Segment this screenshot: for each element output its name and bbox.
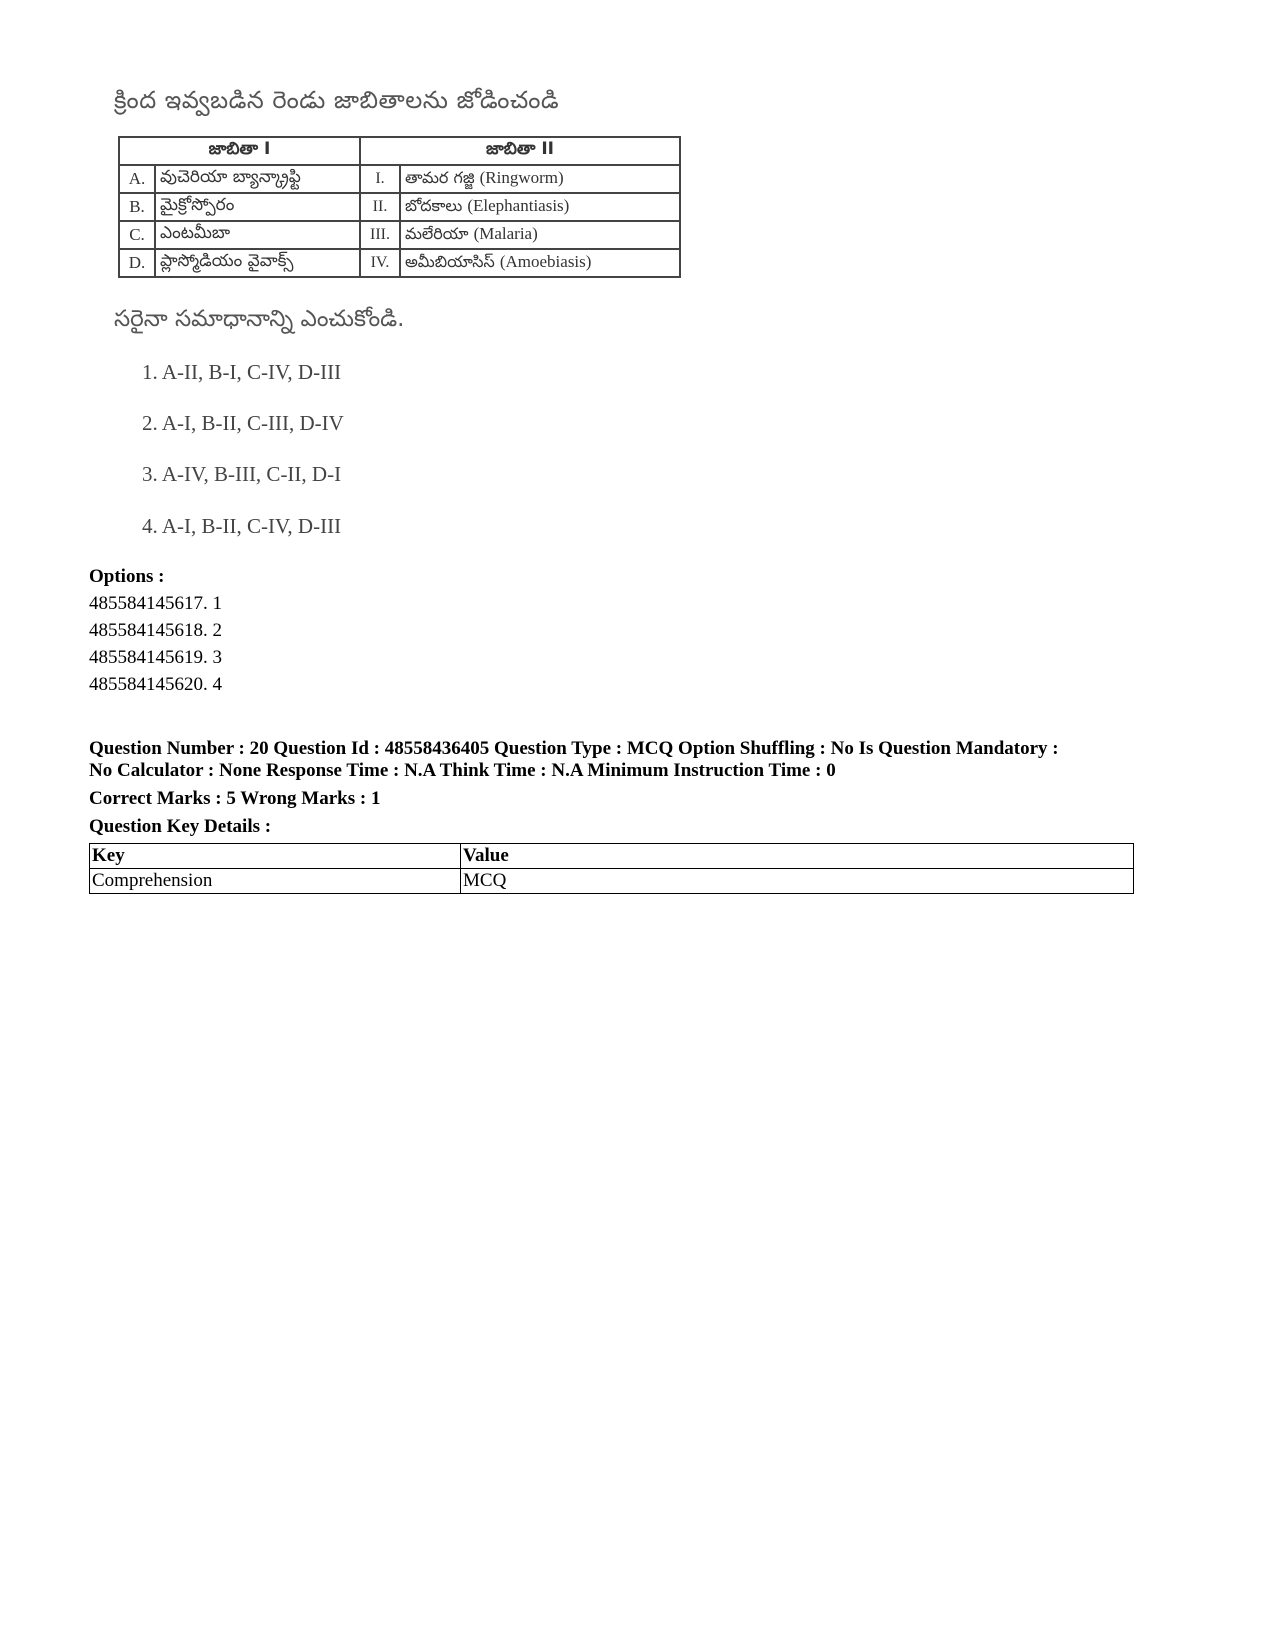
row-label: D.: [119, 249, 155, 277]
row-numeral: III.: [360, 221, 400, 249]
list-2-header: జాబితా II: [360, 137, 680, 165]
row-numeral: I.: [360, 165, 400, 193]
question-meta-line-1: Question Number : 20 Question Id : 48558436405 Question Type : MCQ Option Shuffling : No Is Question Mandatory :: [89, 738, 1059, 759]
list-2-item-english: (Malaria): [473, 223, 538, 243]
row-numeral: IV.: [360, 249, 400, 277]
question-image: [110, 80, 730, 580]
list-2-item-english: (Elephantiasis): [467, 195, 570, 215]
row-label: B.: [119, 193, 155, 221]
value-cell: MCQ: [461, 869, 1134, 894]
answer-choice: 3. A-IV, B-III, C-II, D-I: [142, 462, 342, 486]
list-2-item-telugu: అమీబియాసిస్: [405, 251, 495, 271]
row-numeral: II.: [360, 193, 400, 221]
row-label: C.: [119, 221, 155, 249]
table-row: [90, 869, 1134, 894]
answer-choice: 1. A-II, B-I, C-IV, D-III: [142, 360, 342, 384]
options-heading: Options :: [89, 566, 165, 587]
match-instruction: క్రింద ఇవ్వబడిన రెండు జాబితాలను జోడించండి: [114, 86, 560, 114]
list-1-item: ప్లాస్మోడియం వైవాక్స్: [155, 249, 360, 277]
list-2-item: [400, 193, 680, 221]
key-cell: Comprehension: [90, 869, 461, 894]
key-details-heading: Question Key Details :: [89, 816, 272, 837]
table-header-row: [90, 844, 1134, 869]
match-row: [119, 221, 680, 249]
key-column-header: Key: [90, 844, 461, 869]
list-1-item: వుచెరియా బ్యాన్క్రాఫ్టి: [155, 165, 360, 193]
value-column-header: Value: [461, 844, 1134, 869]
match-table: [118, 136, 681, 278]
row-label: A.: [119, 165, 155, 193]
match-row: [119, 249, 680, 277]
match-row: [119, 193, 680, 221]
list-1-header: జాబితా I: [119, 137, 360, 165]
list-2-item-english: (Ringworm): [479, 167, 564, 187]
list-2-item-english: (Amoebiasis): [499, 251, 592, 271]
marks-line: Correct Marks : 5 Wrong Marks : 1: [89, 788, 381, 809]
list-1-item: మైక్రోస్పోరం: [155, 193, 360, 221]
list-2-item: [400, 221, 680, 249]
key-details-table: [89, 843, 1134, 894]
list-2-item-telugu: బోదకాలు: [405, 195, 463, 215]
answer-choice: 4. A-I, B-II, C-IV, D-III: [142, 514, 342, 538]
list-2-item: [400, 249, 680, 277]
list-2-item: [400, 165, 680, 193]
match-header-row: [119, 137, 680, 165]
answer-choice: 2. A-I, B-II, C-III, D-IV: [142, 411, 344, 435]
question-meta-line-2: No Calculator : None Response Time : N.A Think Time : N.A Minimum Instruction Time : 0: [89, 760, 836, 781]
choose-answer-prompt: సరైనా సమాధానాన్ని ఎంచుకోండి.: [114, 306, 405, 332]
match-row: [119, 165, 680, 193]
list-2-item-telugu: తామర గజ్జి: [405, 167, 475, 187]
option-item: 485584145620. 4: [89, 674, 222, 695]
option-item: 485584145617. 1: [89, 593, 222, 614]
option-item: 485584145619. 3: [89, 647, 222, 668]
list-1-item: ఎంటమీబా: [155, 221, 360, 249]
list-2-item-telugu: మలేరియా: [405, 223, 469, 243]
option-item: 485584145618. 2: [89, 620, 222, 641]
